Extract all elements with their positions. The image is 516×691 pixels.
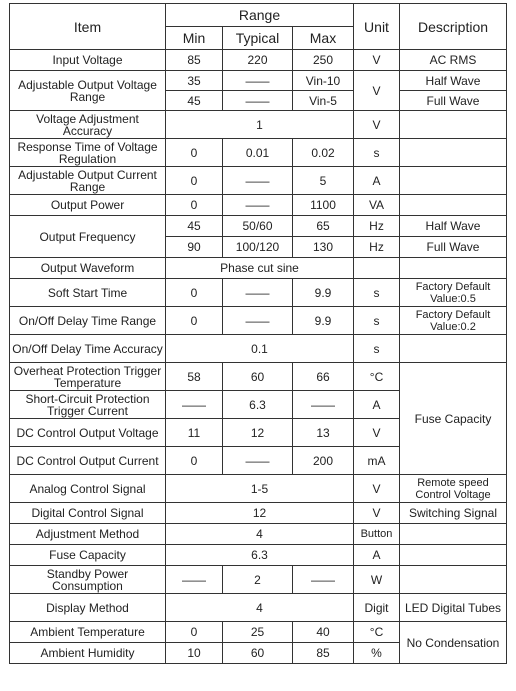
row-label: Response Time of Voltage Regulation: [10, 139, 166, 167]
cell-unit: A: [354, 545, 400, 566]
cell-max: 0.02: [293, 139, 354, 167]
cell-description: [400, 167, 507, 195]
row-label: Digital Control Signal: [10, 503, 166, 524]
cell-description: [400, 258, 507, 279]
specification-table: [9, 3, 507, 664]
cell-unit: °C: [354, 622, 400, 643]
cell-value: Phase cut sine: [166, 258, 354, 279]
table-row: [10, 307, 507, 335]
row-label: Output Waveform: [10, 258, 166, 279]
table-row: [10, 503, 507, 524]
header-unit: Unit: [354, 4, 400, 50]
cell-min: 45: [166, 91, 223, 111]
cell-max: ——: [293, 391, 354, 419]
cell-description: [400, 335, 507, 363]
row-label: DC Control Output Current: [10, 447, 166, 475]
table-row: [10, 279, 507, 307]
cell-min: 45: [166, 216, 223, 237]
cell-typical: ——: [223, 91, 293, 111]
cell-unit: %: [354, 643, 400, 664]
cell-unit: A: [354, 167, 400, 195]
table-row: [10, 258, 507, 279]
cell-typical: ——: [223, 279, 293, 307]
table-row: [10, 50, 507, 71]
cell-max: 85: [293, 643, 354, 664]
cell-description: AC RMS: [400, 50, 507, 71]
cell-value: 0.1: [166, 335, 354, 363]
cell-typical: ——: [223, 447, 293, 475]
cell-max: 40: [293, 622, 354, 643]
cell-min: 58: [166, 363, 223, 391]
table-row: [10, 545, 507, 566]
cell-description: LED Digital Tubes: [400, 594, 507, 622]
cell-unit: [354, 258, 400, 279]
cell-description: [400, 195, 507, 216]
header-min: Min: [166, 27, 223, 50]
cell-typical: 25: [223, 622, 293, 643]
cell-min: 0: [166, 279, 223, 307]
row-label: Ambient Temperature: [10, 622, 166, 643]
cell-min: 0: [166, 195, 223, 216]
row-label: Short-Circuit Protection Trigger Current: [10, 391, 166, 419]
table-row: [10, 566, 507, 594]
table-row: [10, 622, 507, 643]
cell-typical: 50/60: [223, 216, 293, 237]
cell-max: Vin-5: [293, 91, 354, 111]
cell-min: 0: [166, 307, 223, 335]
cell-unit: Hz: [354, 237, 400, 258]
cell-unit: V: [354, 50, 400, 71]
cell-max: 250: [293, 50, 354, 71]
cell-unit: s: [354, 139, 400, 167]
cell-max: 200: [293, 447, 354, 475]
cell-min: 0: [166, 167, 223, 195]
table-row: [10, 195, 507, 216]
cell-description: Half Wave: [400, 216, 507, 237]
row-label: Input Voltage: [10, 50, 166, 71]
row-label: DC Control Output Voltage: [10, 419, 166, 447]
cell-description: Half Wave: [400, 71, 507, 91]
cell-unit: V: [354, 503, 400, 524]
row-label: Adjustable Output Voltage Range: [10, 71, 166, 111]
cell-description: Fuse Capacity: [400, 363, 507, 475]
cell-min: 90: [166, 237, 223, 258]
cell-typical: 2: [223, 566, 293, 594]
cell-max: 65: [293, 216, 354, 237]
cell-typical: 0.01: [223, 139, 293, 167]
cell-typical: ——: [223, 71, 293, 91]
row-label: Analog Control Signal: [10, 475, 166, 503]
cell-max: 13: [293, 419, 354, 447]
table-row: [10, 71, 507, 91]
cell-max: ——: [293, 566, 354, 594]
header-item: Item: [10, 4, 166, 50]
cell-max: 1100: [293, 195, 354, 216]
row-label: Output Power: [10, 195, 166, 216]
header-max: Max: [293, 27, 354, 50]
cell-max: 9.9: [293, 307, 354, 335]
cell-unit: V: [354, 419, 400, 447]
cell-value: 4: [166, 594, 354, 622]
cell-unit: s: [354, 279, 400, 307]
cell-description: Full Wave: [400, 91, 507, 111]
cell-description: No Condensation: [400, 622, 507, 664]
cell-description: [400, 545, 507, 566]
cell-value: 1: [166, 111, 354, 139]
cell-description: [400, 139, 507, 167]
cell-min: 10: [166, 643, 223, 664]
cell-description: [400, 566, 507, 594]
cell-min: ——: [166, 566, 223, 594]
cell-min: 85: [166, 50, 223, 71]
cell-value: 1-5: [166, 475, 354, 503]
table-row: [10, 167, 507, 195]
cell-unit: V: [354, 475, 400, 503]
row-label: Fuse Capacity: [10, 545, 166, 566]
cell-unit: V: [354, 111, 400, 139]
cell-typical: 100/120: [223, 237, 293, 258]
cell-min: 0: [166, 139, 223, 167]
cell-max: 66: [293, 363, 354, 391]
cell-value: 6.3: [166, 545, 354, 566]
cell-unit: s: [354, 307, 400, 335]
header-range: Range: [166, 4, 354, 27]
cell-max: 5: [293, 167, 354, 195]
row-label: On/Off Delay Time Range: [10, 307, 166, 335]
cell-description: [400, 524, 507, 545]
cell-min: 0: [166, 622, 223, 643]
cell-unit: s: [354, 335, 400, 363]
row-label: Soft Start Time: [10, 279, 166, 307]
table-row: [10, 111, 507, 139]
row-label: Adjustment Method: [10, 524, 166, 545]
cell-unit: A: [354, 391, 400, 419]
row-label: Ambient Humidity: [10, 643, 166, 664]
header-description: Description: [400, 4, 507, 50]
cell-min: 0: [166, 447, 223, 475]
table-row: [10, 139, 507, 167]
cell-typical: ——: [223, 307, 293, 335]
table-row: [10, 594, 507, 622]
table-row: [10, 216, 507, 237]
cell-min: 11: [166, 419, 223, 447]
row-label: Voltage Adjustment Accuracy: [10, 111, 166, 139]
cell-description: Full Wave: [400, 237, 507, 258]
cell-unit: Digit: [354, 594, 400, 622]
cell-min: 35: [166, 71, 223, 91]
cell-description: [400, 111, 507, 139]
cell-typical: 12: [223, 419, 293, 447]
cell-description: Switching Signal: [400, 503, 507, 524]
cell-typical: ——: [223, 195, 293, 216]
row-label: Overheat Protection Trigger Temperature: [10, 363, 166, 391]
cell-description: Factory Default Value:0.5: [400, 279, 507, 307]
cell-unit: V: [354, 71, 400, 111]
cell-typical: 60: [223, 643, 293, 664]
table-row: [10, 524, 507, 545]
cell-min: ——: [166, 391, 223, 419]
cell-typical: 6.3: [223, 391, 293, 419]
cell-unit: Hz: [354, 216, 400, 237]
cell-max: 130: [293, 237, 354, 258]
cell-unit: VA: [354, 195, 400, 216]
table-row: [10, 335, 507, 363]
row-label: Output Frequency: [10, 216, 166, 258]
table-row: [10, 475, 507, 503]
row-label: On/Off Delay Time Accuracy: [10, 335, 166, 363]
row-label: Standby Power Consumption: [10, 566, 166, 594]
cell-unit: mA: [354, 447, 400, 475]
cell-value: 4: [166, 524, 354, 545]
row-label: Display Method: [10, 594, 166, 622]
cell-typical: ——: [223, 167, 293, 195]
cell-typical: 60: [223, 363, 293, 391]
cell-description: Factory Default Value:0.2: [400, 307, 507, 335]
cell-max: Vin-10: [293, 71, 354, 91]
cell-value: 12: [166, 503, 354, 524]
row-label: Adjustable Output Current Range: [10, 167, 166, 195]
cell-unit: °C: [354, 363, 400, 391]
table-row: [10, 363, 507, 391]
cell-description: Remote speed Control Voltage: [400, 475, 507, 503]
cell-max: 9.9: [293, 279, 354, 307]
cell-unit: W: [354, 566, 400, 594]
cell-typical: 220: [223, 50, 293, 71]
header-typical: Typical: [223, 27, 293, 50]
cell-unit: Button: [354, 524, 400, 545]
